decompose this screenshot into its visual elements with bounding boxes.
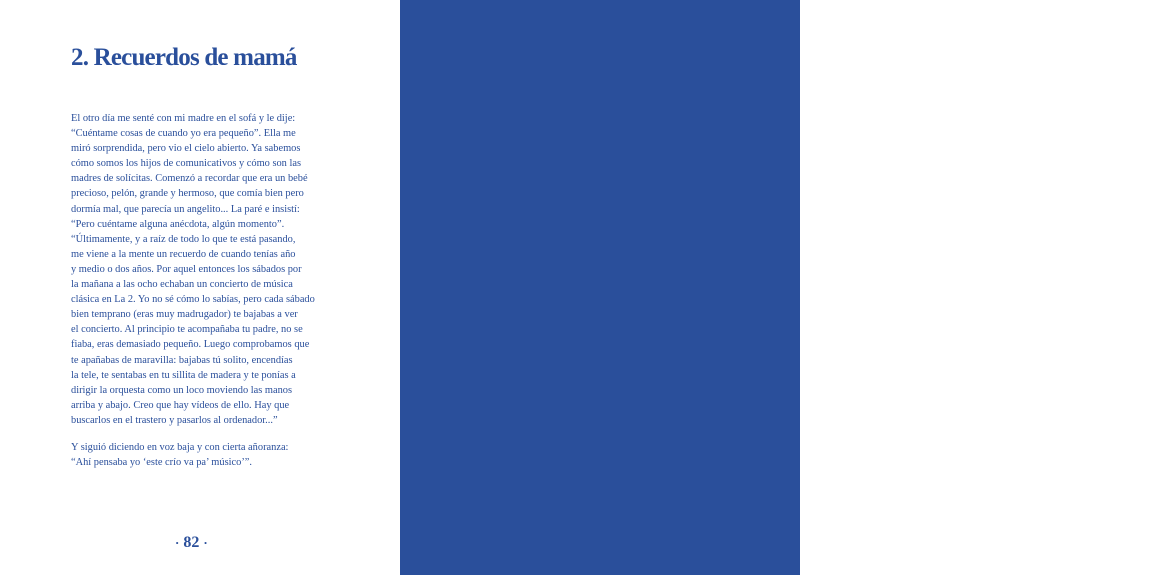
text-line: “Ahí pensaba yo ‘este crío va pa’ músico’”. — [71, 457, 252, 469]
text-line: bien temprano (eras muy madrugador) te bajabas a ver — [71, 309, 298, 321]
page-number — [175, 534, 208, 552]
pull-quote-line: Cuéntame cosas — [950, 273, 1050, 289]
text-line: “Cuéntame cosas de cuando yo era pequeño”. Ella me — [71, 128, 296, 140]
pull-quote-line: de cuando yo era pequeño. — [917, 295, 1083, 311]
text-line: dormía mal, que parecía un angelito... La paré e insistí: — [71, 203, 300, 215]
pull-quote — [830, 270, 1170, 314]
text-line: clásica en La 2. Yo no sé cómo lo sabías, pero cada sábado — [71, 294, 315, 306]
close-quote-mark: ” — [994, 317, 1004, 339]
paragraph-2 — [71, 440, 333, 470]
paragraph-spacer — [71, 428, 333, 440]
text-line: y medio o dos años. Por aquel entonces los sábados por — [71, 263, 302, 275]
chapter-title: 2. Recuerdos de mamá — [71, 44, 297, 71]
right-page — [400, 0, 1083, 575]
text-line: el concierto. Al principio te acompañaba tu padre, no se — [71, 324, 303, 336]
text-line: la mañana a las ocho echaban un concierto de música — [71, 279, 293, 291]
text-line: te apañabas de maravilla: bajabas tú solito, encendías — [71, 354, 293, 366]
text-line: precioso, pelón, grande y hermoso, que comía bien pero — [71, 188, 304, 200]
text-line: El otro día me senté con mi madre en el sofá y le dije: — [71, 113, 296, 124]
text-line: arriba y abajo. Creo que hay vídeos de ello. Hay que — [71, 399, 290, 411]
body-text — [71, 111, 333, 470]
page-number-value: 82 — [183, 534, 200, 551]
paragraph-1 — [71, 111, 333, 428]
open-quote-mark: “ — [994, 243, 1004, 265]
text-line: “Últimamente, y a raíz de todo lo que te está pasando, — [71, 233, 296, 245]
page-number-dot-right: · — [203, 535, 208, 550]
text-line: me viene a la mente un recuerdo de cuando tenías año — [71, 248, 296, 260]
text-line: cómo somos los hijos de comunicativos y cómo son las — [71, 158, 302, 170]
text-line: dirigir la orquesta como un loco moviendo las manos — [71, 384, 293, 396]
text-line: buscarlos en el trastero y pasarlos al ordenador...” — [71, 414, 278, 426]
text-line: la tele, te sentabas en tu sillita de madera y te ponías a — [71, 369, 296, 381]
text-line: madres de solícitas. Comenzó a recordar que era un bebé — [71, 173, 308, 185]
text-line: “Pero cuéntame alguna anécdota, algún momento”. — [71, 218, 285, 230]
page-number-dot-left: · — [175, 535, 180, 550]
text-line: miró sorprendida, pero vio el cielo abierto. Ya sabemos — [71, 143, 301, 155]
text-line: fiaba, eras demasiado pequeño. Luego comprobamos que — [71, 339, 310, 351]
text-line: Y siguió diciendo en voz baja y con cierta añoranza: — [71, 441, 289, 453]
left-page — [0, 0, 400, 575]
